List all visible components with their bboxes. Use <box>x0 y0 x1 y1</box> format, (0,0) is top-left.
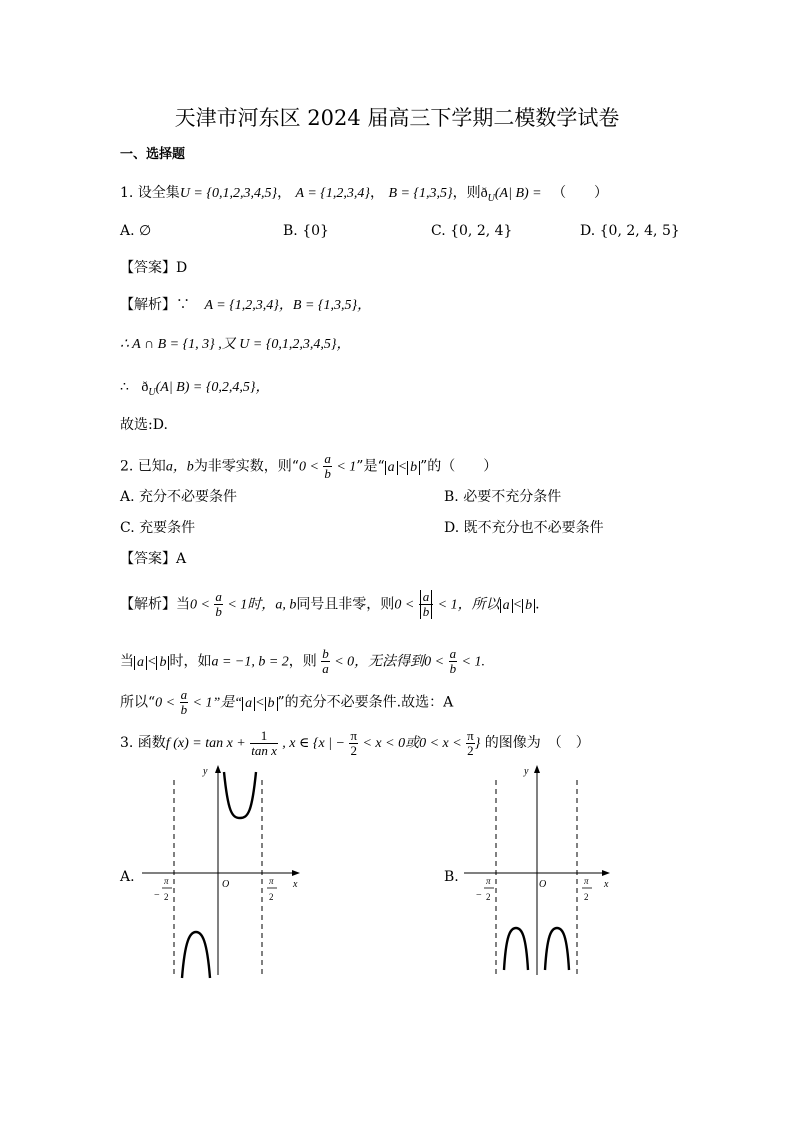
q1-u-set: U = {0,1,2,3,4,5} <box>179 186 278 201</box>
q3-pi-2: π <box>467 727 474 743</box>
q1-b-set: B = {1,3,5} <box>388 186 453 201</box>
section-heading: 一、选择题 <box>120 147 186 162</box>
q2-abs-b: b <box>407 461 420 475</box>
q1-option-c: C. {0, 2, 4} <box>431 223 513 239</box>
q2-sol2-abs-a: a <box>134 656 147 670</box>
q2-sol3-a: 所以“ <box>120 694 156 711</box>
graph-b-pos-pi: π <box>584 876 589 886</box>
q1-prefix: 1. 设全集 <box>120 185 180 201</box>
q1-comma2: ， <box>369 185 384 201</box>
graph-b-x-arrow <box>602 870 610 876</box>
q1-analysis-complement: ð <box>141 380 149 395</box>
graph-a-neg-pi: π <box>164 876 169 886</box>
q2-sol2-frac2-num: a <box>449 646 457 661</box>
q2-option-d: D. 既不充分也不必要条件 <box>444 520 604 536</box>
graph-b-pos-two: 2 <box>584 892 589 902</box>
q2-sol1-absfrac <box>419 590 434 619</box>
q2-vars: a，b <box>165 459 194 475</box>
q2-solution-1 <box>120 590 540 620</box>
q1-then: ，则 <box>452 185 481 201</box>
q3-pi-1: π <box>350 727 358 743</box>
q2-sol3-d: ”的充分不必要条件.故选：A <box>277 694 454 711</box>
q1-complement-symbol: ð <box>480 186 488 201</box>
graph-b-y-arrow <box>534 765 540 773</box>
q1-analysis-result: (A| B) = {0,2,4,5}， <box>155 380 270 395</box>
q1-option-a: A. ∅ <box>120 223 152 239</box>
graph-b-neg-pi: π <box>486 876 491 886</box>
graph-a-neg-sign: − <box>154 890 160 901</box>
q2-option-c: C. 充要条件 <box>120 520 196 536</box>
graph-a-neg-two: 2 <box>164 892 169 902</box>
q2-stem-d: < 1 <box>336 459 357 475</box>
q3-set-b: < x < 0或0 < x < <box>362 736 462 751</box>
q1-stem <box>120 184 608 208</box>
graph-a-y-arrow <box>215 765 221 773</box>
q1-answer: 【答案】D <box>120 260 188 276</box>
graph-a-x-arrow <box>292 870 300 876</box>
q3-stem-a: 3. 函数 <box>120 735 166 751</box>
q3-set-c: } <box>474 736 481 751</box>
q1-option-b: B. {0} <box>283 223 329 239</box>
q2-sol3-abs-a: a <box>242 697 255 711</box>
graph-a-origin: O <box>222 879 230 890</box>
q2-option-b: B. 必要不充分条件 <box>444 489 562 505</box>
q2-sol1-b: 0 < <box>190 597 210 613</box>
q2-sol2-frac1-den: a <box>322 661 329 676</box>
q2-sol1-e: 同号且非零，则 <box>296 596 395 613</box>
graph-a-upper-branch <box>224 772 256 818</box>
q3-two-1: 2 <box>350 742 357 758</box>
q2-sol1-frac-num: a <box>215 589 222 604</box>
q2-sol2-frac1 <box>321 647 330 676</box>
q2-sol1-lt: < <box>512 597 523 613</box>
q2-sol3-c: < 1”是“ <box>192 695 243 711</box>
q2-sol3-frac-num: a <box>180 687 188 702</box>
q2-lt: < <box>397 459 408 475</box>
q2-sol3-lt: < <box>255 695 265 711</box>
q2-sol2-lt: < <box>147 654 157 670</box>
q3-graph-b <box>462 760 622 980</box>
graph-a-lower-branch <box>182 932 210 978</box>
q2-solution-2 <box>120 647 485 677</box>
q2-sol2-a: 当 <box>120 653 134 670</box>
q2-sol2-c: a = −1, b = 2 <box>211 654 289 670</box>
q1-analysis-label: 【解析】∵ <box>120 297 190 313</box>
graph-b-x-label: x <box>604 879 609 890</box>
q2-solution-3 <box>120 688 453 718</box>
q2-stem <box>120 452 497 481</box>
page-title: 天津市河东区 2024 届高三下学期二模数学试卷 <box>174 106 620 130</box>
q1-option-d: D. {0, 2, 4, 5} <box>580 223 680 239</box>
q2-sol1-d: a, b <box>275 597 297 613</box>
q2-stem-c: 0 < <box>298 459 319 475</box>
graph-a-x-label: x <box>293 879 298 890</box>
q1-blank: （ ） <box>552 185 609 201</box>
graph-a-pos-two: 2 <box>269 892 274 902</box>
q3-reciprocal <box>250 729 278 758</box>
q2-sol3-frac <box>180 688 189 717</box>
q2-sol3-frac-den: b <box>180 702 188 717</box>
graph-b-y-label: y <box>524 766 529 777</box>
q2-sol1-g: < 1，所以 <box>437 597 500 613</box>
q2-sol1-absfrac-num: a <box>420 590 433 604</box>
q1-complement-sub: U <box>487 192 495 204</box>
q3-pi-half-1 <box>349 729 358 758</box>
q2-sol1-abs-b: b <box>522 599 535 613</box>
q2-sol3-b: 0 < <box>155 695 176 711</box>
q2-fraction-den: b <box>324 466 331 481</box>
q3-reciprocal-num: 1 <box>250 729 278 744</box>
graph-b-neg-two: 2 <box>486 892 491 902</box>
graph-b-neg-sign: − <box>476 890 482 901</box>
q1-analysis-3 <box>120 378 270 402</box>
q2-stem-f: ”的（ ） <box>420 458 498 475</box>
graph-b-origin: O <box>539 879 547 890</box>
q2-stem-b: 为非零实数，则“ <box>193 458 299 475</box>
q1-analysis-sub: U <box>148 386 156 398</box>
q2-sol1-frac-den: b <box>215 604 222 619</box>
graph-a-y-label: y <box>203 766 208 777</box>
q2-fraction-num: a <box>324 451 331 466</box>
q2-sol1-frac <box>214 590 223 619</box>
q3-stem <box>120 728 590 759</box>
q3-option-a-label: A. <box>120 869 135 885</box>
q1-therefore: ∴ <box>120 379 129 395</box>
q2-sol2-b: 时，如 <box>169 653 212 670</box>
q2-stem-e: ”是“ <box>356 458 385 475</box>
q1-conclusion: 故选:D. <box>120 417 168 433</box>
q2-sol2-e: < 0，无法得到 <box>334 654 425 670</box>
q2-option-a: A. 充分不必要条件 <box>120 489 238 505</box>
q1-analysis-1 <box>120 296 371 315</box>
q2-sol1-h: . <box>535 596 540 613</box>
q3-reciprocal-den: tan x <box>251 742 277 758</box>
q1-comma1: ， <box>277 185 292 201</box>
q2-sol2-frac1-num: b <box>322 646 329 661</box>
graph-b-right-branch <box>545 928 569 970</box>
q2-abs-a: a <box>385 461 398 475</box>
q2-sol1-f: 0 < <box>394 597 415 613</box>
q2-stem-a: 2. 已知 <box>120 458 166 475</box>
q1-analysis-sets: A = {1,2,3,4}，B = {1,3,5}， <box>204 298 372 313</box>
q2-sol2-d: ，则 <box>288 653 317 670</box>
graph-a-pos-pi: π <box>269 876 274 886</box>
q2-sol2-g: < 1. <box>461 654 485 670</box>
q2-sol3-abs-b: b <box>265 697 278 711</box>
q2-answer: 【答案】A <box>120 551 187 567</box>
q2-sol2-f: 0 < <box>424 654 445 670</box>
q3-pi-half-2 <box>466 729 475 758</box>
q2-sol1-c: < 1时， <box>227 597 276 613</box>
q2-sol2-frac2 <box>449 647 458 676</box>
q2-fraction <box>323 452 332 481</box>
q2-sol1-a: 【解析】当 <box>120 596 190 613</box>
q1-analysis-2: ∴ A ∩ B = {1, 3} ,又 U = {0,1,2,3,4,5}， <box>120 337 351 352</box>
q3-option-b-label: B. <box>444 869 459 885</box>
q1-a-set: A = {1,2,3,4} <box>295 186 370 201</box>
graph-b-left-branch <box>504 928 528 970</box>
q3-two-2: 2 <box>467 742 474 758</box>
q3-stem-b: 的图像为 （ ） <box>484 735 590 751</box>
q3-set-a: , x ∈ {x | − <box>282 736 345 751</box>
q1-question-expr: (A| B) = <box>494 186 542 201</box>
q3-function: f (x) = tan x + <box>165 736 246 751</box>
q2-sol1-abs-a: a <box>500 599 513 613</box>
q2-sol2-frac2-den: b <box>449 661 457 676</box>
q3-graph-a <box>140 760 310 980</box>
q2-sol2-abs-b: b <box>156 656 169 670</box>
q2-sol1-absfrac-den: b <box>420 605 433 619</box>
